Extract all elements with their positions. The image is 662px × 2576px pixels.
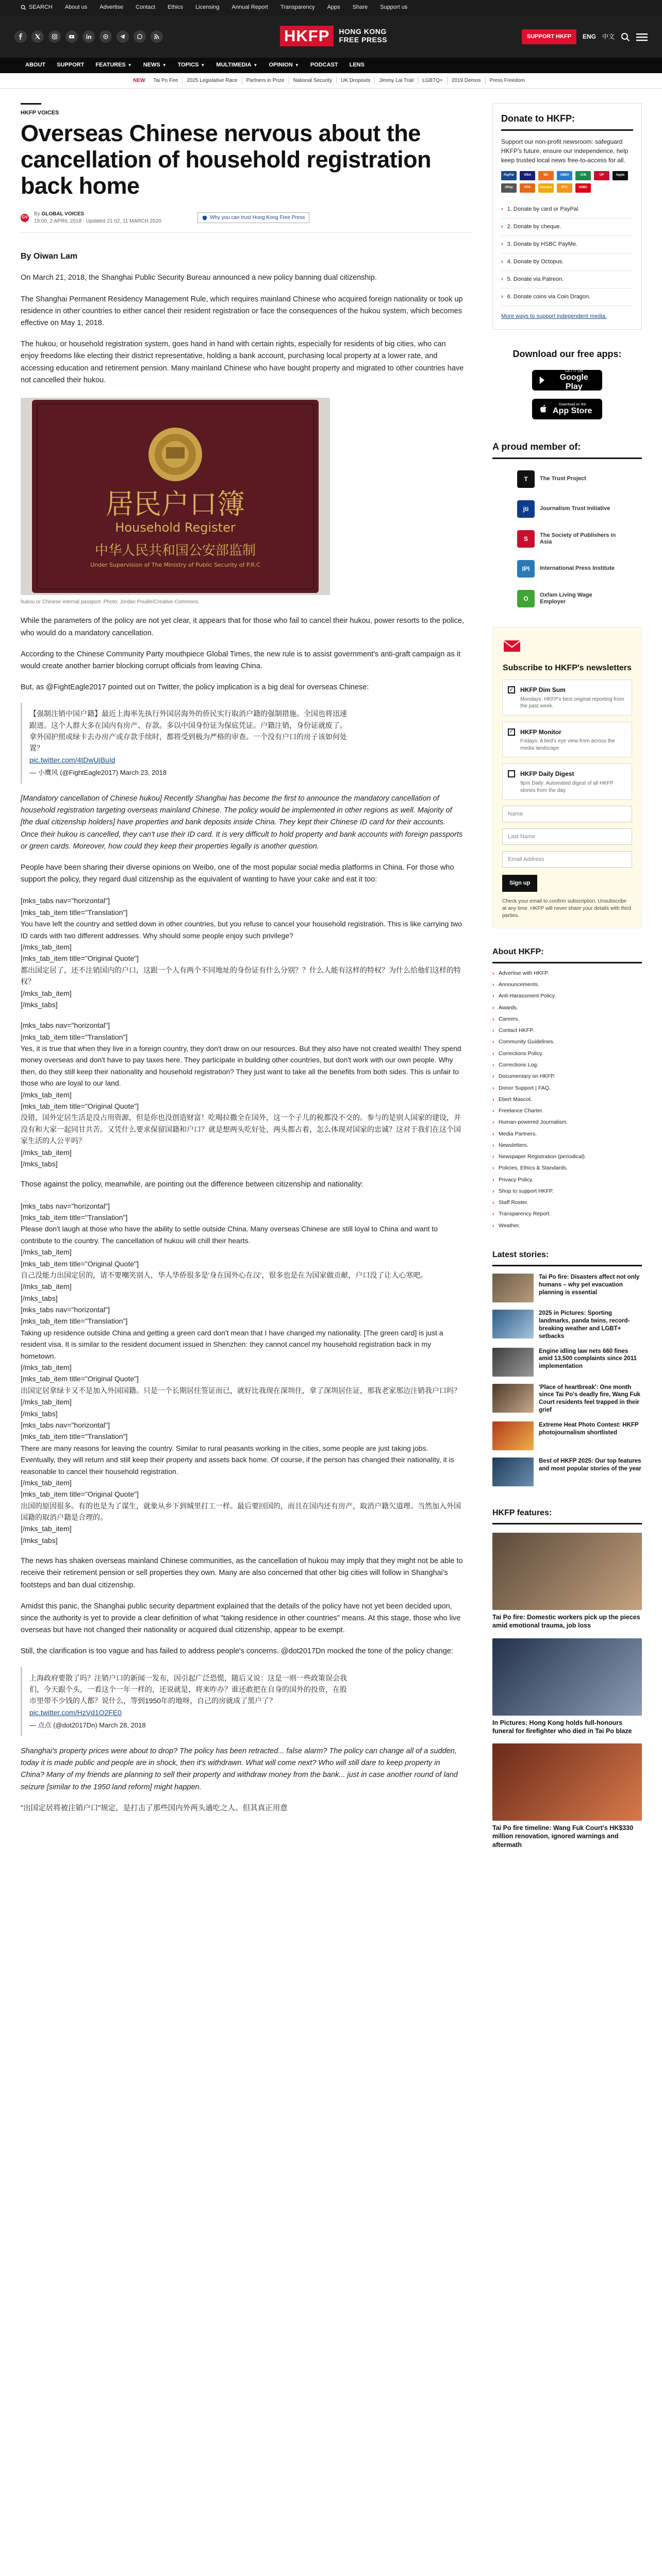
youtube-icon[interactable] [65,30,78,43]
chevron-down-icon: ▼ [201,62,205,67]
facebook-icon[interactable] [14,30,27,43]
donate-option[interactable] [501,253,633,271]
tweet-link[interactable]: pic.twitter.com/4tDwUjBuId [29,755,115,764]
member-logos [492,468,642,609]
nav-topics-label: TOPICS [177,62,199,69]
utility-bar [0,0,662,15]
google-play-button[interactable] [532,370,602,391]
utility-share-label: Share [352,4,368,11]
utility-annual-report-label: Annual Report [231,4,268,11]
donate-option-label: 6. Donate coins via Coin Dragon. [507,294,591,300]
donate-option[interactable] [501,289,633,306]
paragraph: According to the Chinese Community Party mouthpiece Global Times, the new rule is to assist government's anti-graft campaign as it would create another barrier blocking corrupt officials from leaving China. [21,650,461,670]
paragraph: On March 21, 2018, the Shanghai Public Security Bureau announced a new policy banning dual citizenship. [21,274,377,282]
utility-contact[interactable] [129,3,161,12]
utility-advertise[interactable] [93,3,129,12]
app-downloads [492,347,642,419]
why-trust-link[interactable] [197,212,310,224]
sidebar [492,103,642,1849]
donate-option-label: 4. Donate by Octopus. [507,259,564,265]
about-link[interactable]: › Policies, Ethics & Standards. [492,1162,642,1174]
latest-story[interactable] [492,1458,642,1486]
utility-about-label: About us [64,4,88,11]
main-nav [0,58,662,73]
paragraph: But, as @FightEagle2017 pointed out on Twitter, the policy implication is a big deal for overseas Chinese: [21,683,369,692]
paragraph: Those against the policy, meanwhile, are pointing out the difference between citizenship and nationality: [21,1180,363,1189]
avatar: GV [21,214,29,222]
search-icon [21,5,26,10]
tweet-link[interactable]: pic.twitter.com/HzVd1O2FE0 [29,1708,122,1717]
nav-multimedia-label: MULTIMEDIA [216,62,252,69]
story-thumbnail [492,1384,534,1413]
donate-text: Support our non-profit newsroom: safeguard HKFP's future, ensure our independence, help keep trusted local news free-to-access for all. [501,138,628,164]
logo-wordmark [339,28,387,44]
about-link[interactable]: › Awards. [492,1002,642,1013]
utility-search-label: SEARCH [29,4,53,11]
story-headline: 2025 in Pictures: Sporting landmarks, panda twins, record-breaking weather and LGBT+ setbacks [539,1310,630,1340]
trending-item[interactable]: LGBTQ+ [418,77,448,85]
feature-story[interactable] [492,1743,642,1849]
story-thumbnail [492,1274,534,1302]
social-links [14,30,163,43]
tweet-attribution[interactable]: — 小鹰风 (@FightEagle2017) March 23, 2018 [29,769,167,777]
paragraph: "出国定居将被注销户口"规定，是打击了那些国内外两头通吃之人。但其真正用意 [21,1804,288,1812]
donate-option[interactable] [501,201,633,218]
nav-news[interactable] [138,61,172,70]
nav-podcast-label: PODCAST [310,62,338,69]
story-thumbnail [492,1421,534,1450]
trending-item[interactable]: UK Dropouts [337,77,375,85]
photo-title-en: Household Register [115,520,236,535]
newsletter-box [492,627,642,928]
last-name-field[interactable]: Last Name [502,828,632,845]
nav-features[interactable] [90,61,137,70]
about-link[interactable]: › Contact HKFP. [492,1025,642,1036]
page-title: Overseas Chinese nervous about the cancellation of household registration back home [21,120,432,199]
checkbox[interactable]: ✓ [508,728,515,736]
app-store-button[interactable] [532,399,602,419]
donate-option[interactable] [501,236,633,253]
google-play-small: GET IT ON [565,369,583,374]
site-logo[interactable] [280,26,387,46]
google-pay-icon[interactable]: GPay [501,183,517,193]
hamburger-menu-icon[interactable] [636,32,648,42]
article-photo [21,398,330,595]
trending-item[interactable]: National Security [289,77,337,85]
arrow-right-icon: › [501,223,503,230]
newsletter-name: HKFP Monitor [520,728,561,736]
paragraph: Amidst this panic, the Shanghai public security department explained that the details of the policy have not yet been decided upon, since the authority is yet to provide a clear definition of what "taking residence in other countries" means. At this stage, those who live overseas but have not changed their nationality or acquired dual citizenship, appear to be exempt. [21,1602,461,1635]
x-icon[interactable] [31,30,44,43]
sopa-icon: S [517,530,535,548]
member-name: The Trust Project [540,476,586,482]
payment-methods [501,171,633,193]
newsletter-desc: Mondays: HKFP's best original reporting from the past week. [520,696,624,709]
latest-title: Latest stories: [492,1249,642,1266]
utility-share[interactable] [346,3,374,12]
paragraph: The Shanghai Permanent Residency Management Rule, which requires mainland Chinese who acquired foreign nationality or took up residence in other countries to either cancel their resident registration or face the consequences of the hukou system, which becomes effective on May 1, 2018. [21,295,463,327]
trending-item[interactable]: 2019 Demos [448,77,486,85]
quote-tabs-block: [mks_tabs nav="horizontal"] [mks_tab_item title="Translation"] Please don't laugh at those who have the ability to settle outside China. Many overseas Chinese are still loyal to China and want to contribute to the country. The cancellation of hukou will chill their hearts. [/mks_tab_item] [mks_tab_item title="Original Quote"] 自己没能力出国定居的，请不要嘲笑别人，华人华侨很多是'身在国外心在汉'，很多也是在为国家做贡献，户口没了让人心寒吧。 [/mks_tab_item] [/mks_tabs] [mks_tabs nav="horizontal"] [mks_tab_item title="Translation"] Taking up residence outside China and getting a green card don't mean that I have changed my nationality. [The green card] is just a resident visa. It is similar to the resident document issued in Shenzhen: they cannot cancel my household registration back in my hometown. [/mks_tab_item] [mks_tab_item title="Original Quote"] 出国定居拿绿卡又不是加入外国国籍。只是一个长期居住签证而已，就好比我现在深圳住，拿了深圳居住证，那我老家那边注销我户口吗？ [/mks_tab_item] [/mks_tabs] [mks_tabs nav="horizontal"] [mks_tab_item title="Translation"] There are many reasons for leaving the country. Similar to rural peasants working in the cities, some people are just taking jobs. Eventually, they will return and still keep their property and assets back home. Of course, if the person has changed their nationality, it is reasonable to cancel their household registration. [/mks_tab_item] [mks_tab_item title="Original Quote"] 出国的原因很多。有的也是为了谋生，就象从乡下到城里打工一样。最后要回国的，而且在国内还有房产，取消户籍欠道理。当然加入外国国籍的取消户籍是合理的。 [/mks_tab_item] [/mks_tabs] [21,1201,461,1545]
utility-about[interactable] [59,3,93,12]
trending-item[interactable]: Partners in Prize [242,77,289,85]
utility-apps-label: Apps [327,4,340,11]
trust-project-icon: T [517,470,535,488]
nav-support[interactable] [51,61,90,70]
article [21,103,472,1815]
member-title: A proud member of: [492,440,642,459]
about-link[interactable]: › Careers. [492,1013,642,1025]
features-title: HKFP features: [492,1507,642,1524]
about-link[interactable]: › Human-powered Journalism. [492,1116,642,1128]
chevron-down-icon: ▼ [127,62,132,67]
visa-icon[interactable]: VISA [520,171,535,180]
app-store-small: Download on the [558,402,586,406]
paragraph: People have been sharing their diverse opinions on Weibo, one of the most popular social media platforms in China. For those who support the policy, they regard dual citizenship as the equivalent of wanting to have your cake and eat it too: [21,863,454,884]
app-store-big: App Store [553,406,592,415]
member-logo[interactable] [510,498,624,520]
about-list [492,968,642,1231]
feature-image [492,1533,642,1610]
utility-support-label: Support us [380,4,408,11]
apple-pay-icon[interactable]: Apple [613,171,628,180]
story-thumbnail [492,1348,534,1377]
member-logo[interactable] [510,528,624,550]
utility-contact-label: Contact [136,4,156,11]
search-icon[interactable] [621,32,630,42]
latest-story[interactable] [492,1274,642,1302]
tweet-attribution[interactable]: — 点点 (@dot2017Dn) March 28, 2018 [29,1721,146,1730]
masthead-actions [522,29,648,44]
latest-story[interactable] [492,1384,642,1415]
nav-about-label: ABOUT [25,62,46,69]
why-trust-label: Why you can trust Hong Kong Free Press [209,214,305,221]
photo-sub-zh: 中华人民共和国公安部监制 [94,543,256,558]
newsletter-desc: Fridays: A bird's eye view from across the media landscape. [520,738,615,751]
donate-option-label: 2. Donate by cheque. [507,223,561,230]
arrow-right-icon: › [501,259,503,265]
feature-image [492,1638,642,1716]
lang-en-link[interactable]: ENG [582,33,596,41]
about-link[interactable]: › Anti-Harassment Policy. [492,990,642,1002]
story-headline: Extreme Heat Photo Contest: HKFP photojournalism shortlisted [539,1422,639,1436]
ipi-icon: IPI [517,560,535,578]
linkedin-icon[interactable] [82,30,95,43]
donate-title: Donate to HKFP: [501,112,633,131]
paragraph: The news has shaken overseas mainland Chinese communities, as the cancellation of hukou may imply that they might not be able to receive their retirement pension or sell properties they own. Many are also concerned that other big cities will follow in Shanghai's footsteps and ban dual citizenship. [21,1557,463,1589]
quote-tabs-block: [mks_tabs nav="horizontal"] [mks_tab_item title="Translation"] You have left the country and settled down in other countries, but you refuse to cancel your household registration. This is like carrying two ID cards with two different addresses. Why should some people enjoy such privilege? [/mks_tab_item] [mks_tab_item title="Original Quote"] 都出国定居了，还不注销国内的户口，这跟一个人有两个不同地址的身份证有什么分别？？什么人能有这样的特权？为什么给他们这样的特权？ [/mks_tab_item] [/mks_tabs] [21,896,462,1009]
byline [21,211,472,233]
member-logo[interactable] [510,558,624,580]
arrow-right-icon: › [501,241,503,247]
about-title: About HKFP: [492,946,642,963]
about-link[interactable]: › Community Guidelines. [492,1036,642,1047]
rss-icon[interactable] [151,30,163,43]
oxfam-icon: O [517,590,535,607]
nav-topics[interactable] [172,61,211,70]
whatsapp-icon[interactable] [134,30,146,43]
member-name: The Society of Publishers in Asia [540,532,616,545]
story-headline: Engine idling law nets 660 fines amid 13,500 complaints since 2011 implementation [539,1348,637,1370]
about-link[interactable]: › Weather. [492,1220,642,1231]
about-link[interactable]: › Privacy Policy. [492,1174,642,1185]
tweet-text: 【强制注销中国户籍】最近上海率先执行外国居海外的侨民实行取消户籍的强制措施。全国也将迅速跟进。这个人群大多在国内有房产、存款。多以中国身份证为保底凭证。户籍注销，身份证就废了。拿外国护照或绿卡去办房产或存款手续时，都将受到极为严格的审查。一个没有户口的房子该如何处置？ [29,709,347,753]
paragraph: While the parameters of the policy are not yet clear, it appears that for those who fail to cancel their hukou, power resorts to the police, who would do a mandatory cancellation. [21,617,464,637]
google-play-icon [538,375,548,385]
feature-headline: In Pictures: Hong Kong holds full-honours funeral for firefighter who died in Tai Po blaze [492,1719,632,1735]
newsletter-option[interactable] [502,764,632,800]
latest-story[interactable] [492,1310,642,1341]
nav-opinion-label: OPINION [269,62,293,69]
telegram-icon[interactable] [117,30,129,43]
latest-list [492,1274,642,1487]
checkbox[interactable] [508,770,515,777]
donate-option[interactable] [501,271,633,289]
embedded-tweet [21,1667,356,1736]
about-link[interactable]: › Donor Support | FAQ. [492,1082,642,1094]
shield-icon [202,215,207,221]
utility-ethics[interactable] [161,3,189,12]
utility-licensing[interactable] [189,3,225,12]
chevron-down-icon: ▼ [294,62,299,67]
lang-zh-link[interactable]: 中文 [602,33,615,41]
byline-author[interactable]: GLOBAL VOICES [41,211,85,217]
utility-support[interactable] [374,3,413,12]
about-link[interactable]: › Staff Roster. [492,1197,642,1208]
about-link[interactable]: › Documentary on HKFP. [492,1071,642,1082]
logo-line1: HONG KONG [339,27,387,36]
photo-title-zh: 居民户口簿 [106,487,245,520]
latest-story[interactable] [492,1421,642,1450]
chevron-down-icon: ▼ [162,62,167,67]
jcb-icon[interactable]: JCB [575,171,591,180]
octopus-icon[interactable]: Octopus [538,183,554,193]
unionpay-icon[interactable]: UP [594,171,609,180]
first-name-field[interactable]: Name [502,806,632,822]
latest-story[interactable] [492,1348,642,1377]
chevron-down-icon: ▼ [253,62,258,67]
donate-box [492,103,642,330]
donate-option-label: 3. Donate by HSBC PayMe. [507,241,578,247]
newsletter-desc: 9pm Daily: Automated digest of all HKFP stories from the day. [520,781,614,793]
paragraph: The hukou, or household registration system, goes hand in hand with certain rights, especially for residents of big cities, who can enjoy freedoms like electing their district representative, holding a bank account, purchasing local property at a lower rate, and accessing education and retirement pension. Many mainland Chinese who have bought property and migrated to other countries have not cancelled their hukou. [21,340,464,384]
donate-option-label: 5. Donate via Patreon. [507,276,564,283]
trending-label: NEW [133,77,145,83]
newsletter-option[interactable] [502,680,632,716]
feature-headline: Tai Po fire timeline: Wang Fuk Court's HK$330 million renovation, ignored warnings and aftermath [492,1824,634,1849]
nav-news-label: NEWS [143,62,160,69]
member-logo[interactable] [510,468,624,490]
about-link[interactable]: › Shop to support HKFP. [492,1185,642,1197]
amex-icon[interactable]: AMEX [557,171,572,180]
byline-meta: By GLOBAL VOICES 19:00, 2 APRIL 2018 · Updated 21:02, 11 MARCH 2020 [34,211,161,224]
nav-multimedia[interactable] [210,61,263,70]
support-hkfp-button[interactable]: SUPPORT HKFP [522,29,576,44]
masthead [0,15,662,58]
fps-icon[interactable]: FPS [520,183,535,193]
story-headline: Tai Po fire: Disasters affect not only humans – why pet evacuation planning is essential [539,1274,640,1296]
trending-bar [0,73,662,89]
newsletter-option[interactable] [502,722,632,758]
logo-line2: FREE PRESS [339,35,388,44]
utility-apps[interactable] [321,3,346,12]
nav-lens[interactable] [344,61,370,70]
paypal-icon[interactable]: PayPal [501,171,517,180]
email-field[interactable]: Email Address [502,851,632,868]
utility-search[interactable] [14,3,59,12]
signup-button[interactable]: Sign up [502,875,537,892]
newsletter-fineprint: Check your email to confirm subscription. Unsubscribe at any time. HKFP will never share your details with third parties. [502,899,631,919]
logo-mark: HKFP [280,26,334,46]
story-thumbnail [492,1310,534,1338]
utility-advertise-label: Advertise [100,4,124,11]
nav-features-label: FEATURES [95,62,126,69]
feature-image [492,1743,642,1821]
arrow-right-icon: › [501,294,503,300]
nav-opinion[interactable] [263,61,304,70]
feature-story[interactable] [492,1533,642,1630]
apple-icon [538,404,549,414]
utility-transparency-label: Transparency [280,4,315,11]
about-link[interactable]: › Newspaper Registration (periodical). [492,1151,642,1162]
trending-item[interactable]: Tai Po Fire [149,77,183,85]
photo-sub-en: Under Supervision of The Ministry of Public Security of P.R.C [90,561,260,568]
quote-tabs-block: [mks_tabs nav="horizontal"] [mks_tab_item title="Translation"] Yes, it is true that when they live in a foreign country, they don't draw on our resources. But they also have not created wealth! They spend money overseas and don't have to pay taxes here. They participate in building other countries, but don't work with our own people. Why then, do they still keep their nationality and household registration? They just want to take all the benefits from both sides. This is unfair to those who are loyal to our land. [/mks_tab_item] [mks_tab_item title="Original Quote"] 没错，国外定居生活是没占用资源，但是你也没创造财富！吃喝拉撒全在国外，这一个子儿的税都没不交的。参与的是别人国家的建设，并没有和大家一起同甘共苦。又凭什么要求保留国籍和户口？就是想两头吃好处，两头都占着，怎么体现对国家的忠诚？这对于我们在这个国家生活的人公平吗？ [/mks_tab_item] [/mks_tabs] [21,1021,461,1168]
article-category[interactable]: HKFP VOICES [21,110,59,116]
embedded-tweet [21,703,356,784]
story-headline: Best of HKFP 2025: Our top features and most popular stories of the year [539,1458,641,1472]
more-ways-link[interactable]: More ways to support independent media. [501,313,607,320]
utility-transparency[interactable] [274,3,321,12]
byline-dates: 19:00, 2 APRIL 2018 · Updated 21:02, 11 MARCH 2020 [34,218,161,224]
story-thumbnail [492,1458,534,1486]
newsletter-title: Subscribe to HKFP's newsletters [502,664,632,673]
arrow-right-icon: › [501,276,503,283]
about-link[interactable]: › Transparency Report. [492,1208,642,1219]
google-play-big: Google Play [559,373,588,391]
instagram-icon[interactable] [48,30,61,43]
story-headline: 'Place of heartbreak': One month since Tai Po's deadly fire, Wang Fuk Court residents feel trapped in their grief [539,1384,641,1414]
about-link[interactable]: › Ebert Mascot. [492,1094,642,1105]
about-link[interactable]: › Newsletters. [492,1140,642,1151]
donate-options [501,201,633,306]
member-logo[interactable] [510,588,624,609]
nav-lens-label: LENS [349,62,365,69]
nav-about[interactable] [20,61,51,70]
nav-podcast[interactable] [305,61,344,70]
newsletter-name: HKFP Daily Digest [520,770,574,778]
donate-option[interactable] [501,218,633,236]
jti-icon: jti [517,500,535,518]
hsbc-icon[interactable]: HSBC [575,183,591,193]
nav-support-label: SUPPORT [57,62,85,69]
feature-story[interactable] [492,1638,642,1736]
tweet-text: 上海政府要散了吗？注销户口的新闻一发布，因引起广泛恐慌，随后又说：这是一则一些政策误会我们，今天跟个头，一看这个一年一样的，还说就是，将来咋办？谁还敢把在自身的国外的投资，在股市里带不少钱的人都？说什么，等到1950年的地呀，自己的房就成了黑户了？ [29,1673,347,1705]
member-name: Oxfam Living Wage Employer [540,591,592,605]
mastercard-icon[interactable]: MC [538,171,554,180]
kicker-rule [21,103,41,105]
member-name: Journalism Trust Initiative [540,505,610,512]
trending-item[interactable]: Press Freedom [489,77,525,83]
about-link[interactable]: › Freelance Charter. [492,1105,642,1116]
household-register-photo [21,398,330,595]
article-author: By Oiwan Lam [21,251,78,261]
translation-paragraph: [Mandatory cancellation of Chinese hukou] Recently Shanghai has become the first to announce the mandatory cancellation of household registration targeting overseas mainland Chinese. The policy would be implemented in other regions as well. Majority of [the dual citizenship holders] have properties and bank deposits inside China. They kept their Chinese ID card for their accounts. Once their hukou is cancelled, they can't use their ID card. It is very difficult to hold property and bank accounts with foreign passports or green cards. Moreover, how could they keep their properties legally is another question. [21,794,463,851]
photo-caption: hukou or Chinese internal passport. Photo: Jordan Pouille/Creative Commons. [21,599,200,605]
about-link[interactable]: › Media Partners. [492,1128,642,1140]
utility-licensing-label: Licensing [195,4,220,11]
member-name: International Press Institute [540,565,615,572]
threads-icon[interactable] [100,30,112,43]
about-link[interactable]: › Corrections Policy. [492,1048,642,1059]
paragraph: Still, the clarification is too vague and has failed to address people's concerns. @dot2017Dn mocked the tone of the policy change: [21,1647,453,1656]
checkbox[interactable]: ✓ [508,686,515,693]
about-link[interactable]: › Announcements. [492,979,642,990]
trending-item[interactable]: Jimmy Lai Trial [375,77,418,85]
newsletter-name: HKFP Dim Sum [520,686,566,694]
envelope-icon [502,636,522,655]
feature-headline: Tai Po fire: Domestic workers pick up the pieces amid emotional trauma, job loss [492,1614,640,1630]
bitcoin-icon[interactable]: BTC [557,183,572,193]
donate-option-label: 1. Donate by card or PayPal. [507,206,580,212]
arrow-right-icon: › [501,206,503,212]
utility-ethics-label: Ethics [168,4,184,11]
about-link[interactable]: › Advertise with HKFP. [492,968,642,979]
trending-item[interactable]: 2025 Legislative Race [183,77,242,85]
translation-paragraph: Shanghai's property prices were about to drop? The policy has been retracted... false alarm? The policy can change all of a sudden, today it is made public and people are in shock, then it's withdrawn. What will come next? Who will still dare to keep property in China? Many of my friends are planning to sell their property and withdraw money from the bank... just in case another round of land seizure [similar to the 1950 land reform] might happen. [21,1747,458,1791]
about-link[interactable]: › Corrections Log. [492,1059,642,1071]
utility-annual-report[interactable] [226,3,274,12]
app-title: Download our free apps: [512,349,622,360]
